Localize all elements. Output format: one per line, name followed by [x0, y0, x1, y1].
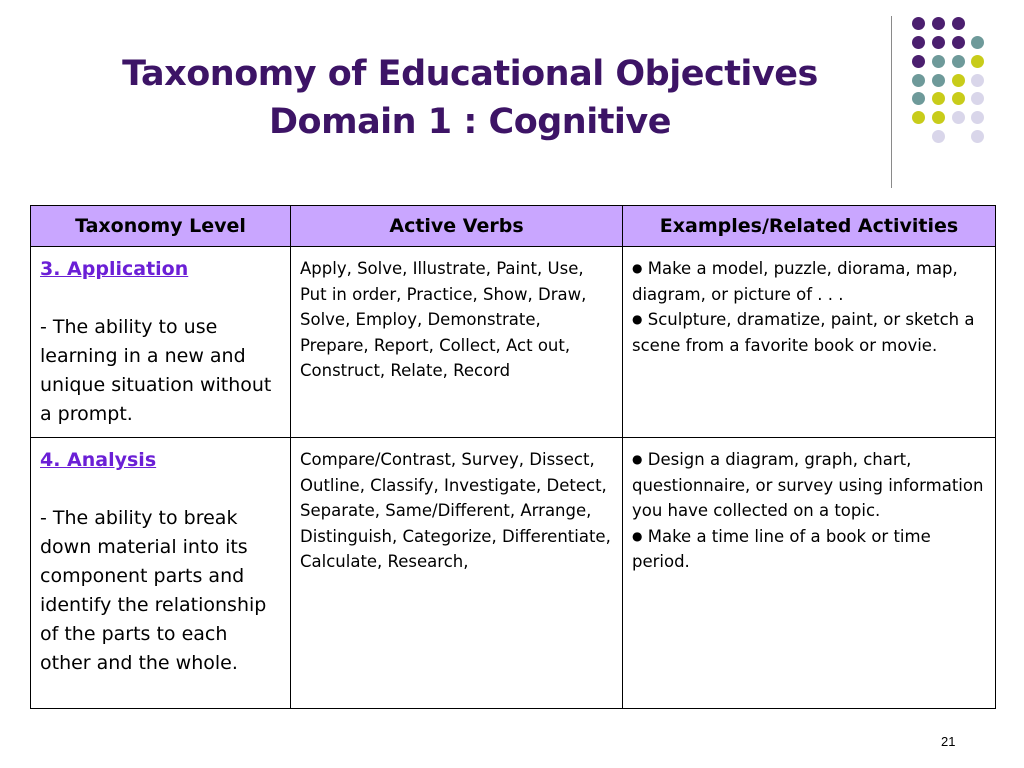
decorative-dot [912, 92, 925, 105]
level-title-link[interactable]: 4. Analysis [40, 449, 157, 471]
decorative-dot [971, 55, 984, 68]
table-header-row [31, 206, 996, 247]
decorative-dot [932, 17, 945, 30]
decorative-dot [912, 55, 925, 68]
verbs-cell [291, 438, 623, 709]
decorative-dot [971, 92, 984, 105]
taxonomy-table [30, 205, 996, 709]
decorative-dot [952, 36, 965, 49]
decorative-dot [971, 111, 984, 124]
level-description: - The ability to break down material into its component parts and identify the relationship of the parts to each other and the whole. [40, 507, 267, 674]
slide-title [40, 50, 900, 146]
header-active-verbs: Active Verbs [291, 206, 623, 247]
example-item: ● Sculpture, dramatize, paint, or sketch a scene from a favorite book or movie. [632, 310, 975, 355]
decorative-dot [932, 130, 945, 143]
divider-line [891, 16, 892, 188]
example-item: ● Make a time line of a book or time period. [632, 526, 931, 571]
level-description: - The ability to use learning in a new and unique situation without a prompt. [40, 316, 272, 425]
verbs-text: Compare/Contrast, Survey, Dissect, Outline, Classify, Investigate, Detect, Separate, Same/Different, Arrange, Distinguish, Categorize, Differentiate, Calculate, Research, [300, 450, 611, 571]
table-row [31, 247, 996, 438]
bullet-icon: ● [632, 528, 643, 543]
decorative-dot [932, 111, 945, 124]
decorative-dot [932, 92, 945, 105]
decorative-dot [932, 74, 945, 87]
decorative-dot [952, 111, 965, 124]
verbs-cell [291, 247, 623, 438]
decorative-dot [912, 36, 925, 49]
decorative-dot [971, 74, 984, 87]
decorative-dot [952, 74, 965, 87]
table-row [31, 438, 996, 709]
decorative-dot [952, 55, 965, 68]
bullet-icon: ● [632, 452, 643, 466]
example-item: ● Make a model, puzzle, diorama, map, diagram, or picture of . . . [632, 259, 958, 304]
decorative-dot [932, 36, 945, 49]
title-line-1: Taxonomy of Educational Objectives [122, 54, 818, 94]
examples-cell [623, 438, 996, 709]
level-cell [31, 438, 291, 709]
decorative-dot [952, 92, 965, 105]
examples-cell [623, 247, 996, 438]
decorative-dot [952, 17, 965, 30]
decorative-dot [932, 55, 945, 68]
header-examples: Examples/Related Activities [623, 206, 996, 247]
bullet-icon: ● [632, 261, 643, 275]
page-number: 21 [941, 734, 956, 749]
bullet-icon: ● [632, 312, 643, 326]
decorative-dot [912, 111, 925, 124]
level-cell [31, 247, 291, 438]
verbs-text: Apply, Solve, Illustrate, Paint, Use, Put in order, Practice, Show, Draw, Solve, Employ, Demonstrate, Prepare, Report, Collect, Act out, Construct, Relate, Record [300, 259, 587, 380]
decorative-dot [912, 74, 925, 87]
title-line-2: Domain 1 : Cognitive [269, 102, 671, 142]
example-item: ● Design a diagram, graph, chart, questionnaire, or survey using information you have collected on a topic. [632, 450, 984, 520]
decorative-dot [971, 36, 984, 49]
header-taxonomy-level: Taxonomy Level [31, 206, 291, 247]
level-title-link[interactable]: 3. Application [40, 258, 189, 280]
decorative-dot [971, 130, 984, 143]
decorative-dot [912, 17, 925, 30]
